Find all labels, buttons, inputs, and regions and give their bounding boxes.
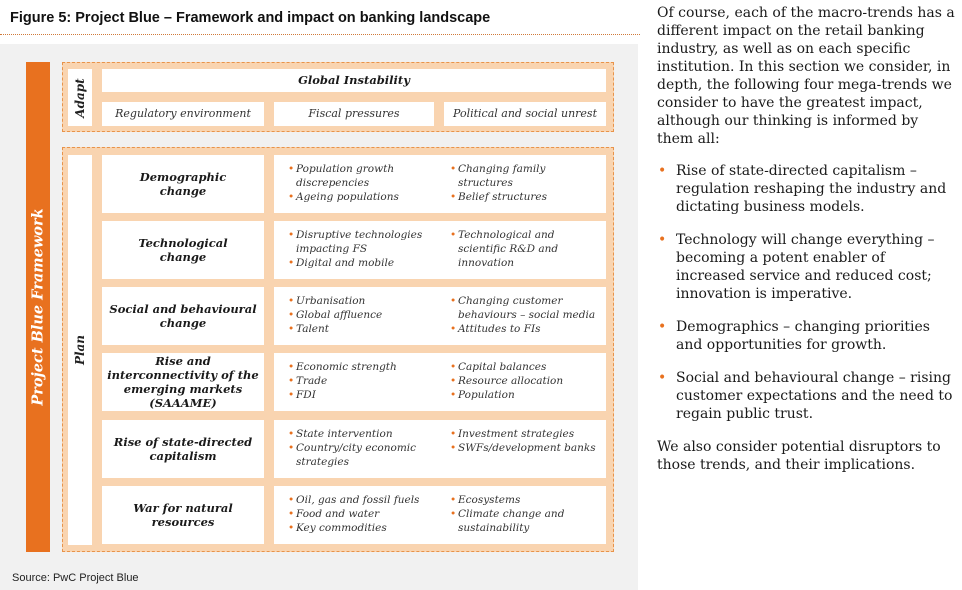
list-item: • Ecosystems [450, 493, 600, 507]
plan-label: Plan [73, 334, 87, 366]
items-col-1 [288, 493, 438, 535]
row-title-text: Rise and interconnectivity of the emerging markets (SAAAME) [107, 354, 259, 410]
intro-paragraph: Of course, each of the macro-trends has a different impact on the retail banking industry, as well as on each specific institution. In this section we consider, in depth, the following four mega-trends we consider to have the greatest impact, although our thinking is informed by them all: [657, 5, 955, 147]
list-item: • Food and water [288, 507, 438, 521]
adapt-cell-political: Political and social unrest [444, 102, 606, 126]
list-item: • Climate change and sustainability [450, 507, 600, 535]
row-items-social [274, 287, 606, 345]
list-item: • Resource allocation [450, 374, 600, 388]
items-col-1 [288, 228, 438, 270]
closing-paragraph: We also consider potential disruptors to those trends, and their implications. [657, 439, 941, 473]
list-item: • Changing customer behaviours – social media [450, 294, 600, 322]
row-title-text: War for natural resources [133, 501, 233, 529]
adapt-cell-fiscal: Fiscal pressures [274, 102, 434, 126]
row-title-text: Rise of state-directed capitalism [113, 435, 253, 463]
row-items-demographic [274, 155, 606, 213]
row-title-technological [102, 221, 264, 279]
title-divider [0, 34, 640, 35]
items-col-1 [288, 360, 438, 402]
bullet-item: • Rise of state-directed capitalism – regulation reshaping the industry and dictating business models. [657, 162, 957, 216]
bullet-item: • Social and behavioural change – rising customer expectations and the need to regain public trust. [657, 369, 957, 423]
items-col-2 [450, 228, 600, 270]
row-title-state-capitalism [102, 420, 264, 478]
bullet-item: • Demographics – changing priorities and opportunities for growth. [657, 318, 957, 354]
row-title-demographic [102, 155, 264, 213]
list-item: • Attitudes to FIs [450, 322, 600, 336]
framework-label: Project Blue Framework [29, 208, 47, 406]
trend-bullet-list [657, 162, 957, 423]
items-col-2 [450, 162, 600, 204]
row-title-social [102, 287, 264, 345]
body-text-column [657, 4, 957, 474]
row-items-emerging-markets [274, 353, 606, 411]
row-items-state-capitalism [274, 420, 606, 478]
row-items-technological [274, 221, 606, 279]
row-title-text: Demographic change [139, 170, 227, 198]
items-col-2 [450, 294, 600, 336]
row-title-text: Technological change [138, 236, 228, 264]
items-col-1 [288, 162, 438, 204]
framework-bar [26, 62, 50, 552]
figure-title: Figure 5: Project Blue – Framework and impact on banking landscape [10, 10, 491, 26]
items-col-2 [450, 360, 600, 402]
list-item: • FDI [288, 388, 438, 402]
list-item: • Economic strength [288, 360, 438, 374]
list-item: • Talent [288, 322, 438, 336]
list-item: • Country/city economic strategies [288, 441, 438, 469]
list-item: • SWFs/development banks [450, 441, 600, 455]
list-item: • Belief structures [450, 190, 600, 204]
adapt-cell-regulatory: Regulatory environment [102, 102, 264, 126]
row-title-emerging-markets [102, 353, 264, 411]
list-item: • Capital balances [450, 360, 600, 374]
list-item: • Urbanisation [288, 294, 438, 308]
list-item: • Key commodities [288, 521, 438, 535]
adapt-label: Adapt [73, 77, 87, 118]
list-item: • Global affluence [288, 308, 438, 322]
list-item: • Disruptive technologies impacting FS [288, 228, 438, 256]
list-item: • Population [450, 388, 600, 402]
row-title-text: Social and behavioural change [109, 302, 257, 330]
plan-label-box [68, 155, 92, 545]
bullet-item: • Technology will change everything – becoming a potent enabler of increased service and reduced cost; innovation is imperative. [657, 231, 957, 303]
list-item: • Population growth discrepencies [288, 162, 438, 190]
list-item: • Technological and scientific R&D and innovation [450, 228, 600, 270]
items-col-2 [450, 493, 600, 535]
list-item: • Ageing populations [288, 190, 438, 204]
items-col-1 [288, 427, 438, 469]
row-items-natural-resources [274, 486, 606, 544]
list-item: • Trade [288, 374, 438, 388]
list-item: • Changing family structures [450, 162, 600, 190]
row-title-natural-resources [102, 486, 264, 544]
figure-source: Source: PwC Project Blue [12, 572, 139, 584]
list-item: • State intervention [288, 427, 438, 441]
global-instability-header: Global Instability [102, 69, 606, 92]
list-item: • Digital and mobile [288, 256, 438, 270]
list-item: • Oil, gas and fossil fuels [288, 493, 438, 507]
adapt-label-box [68, 69, 92, 126]
list-item: • Investment strategies [450, 427, 600, 441]
items-col-1 [288, 294, 438, 336]
items-col-2 [450, 427, 600, 455]
